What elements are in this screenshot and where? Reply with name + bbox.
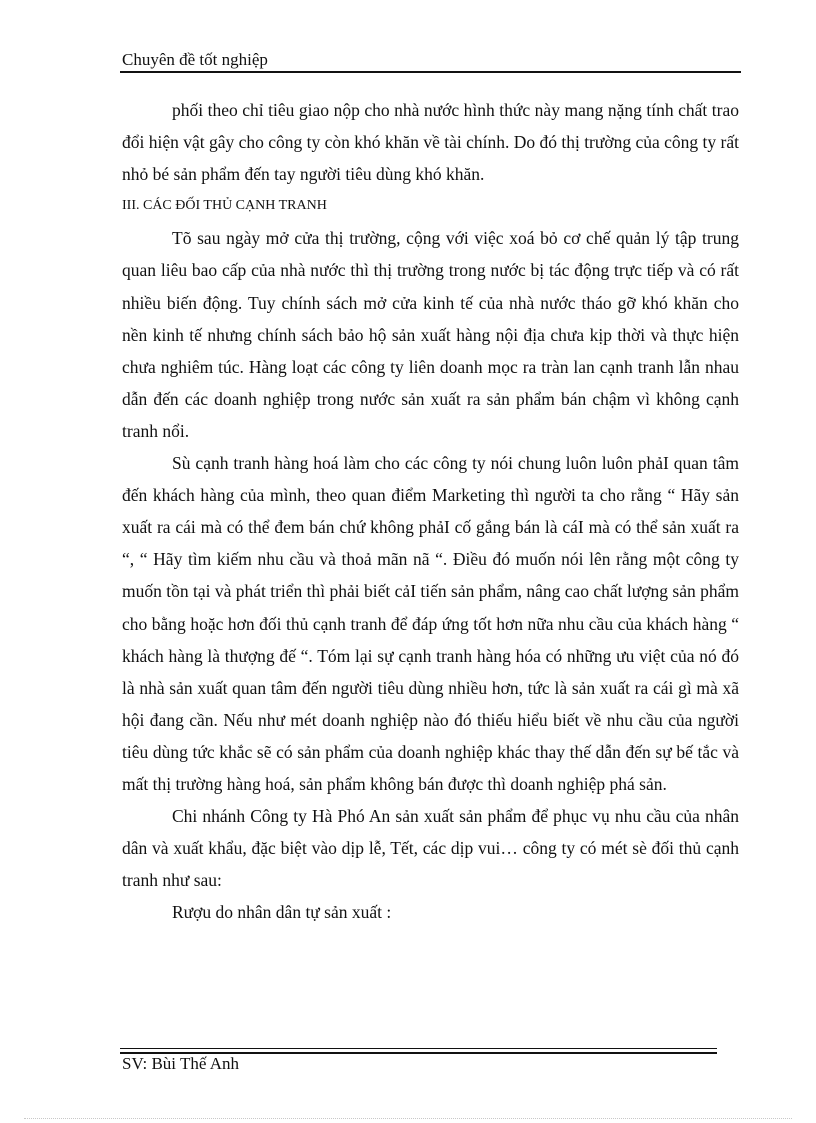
- paragraph-4: Chi nhánh Công ty Hà Phó An sản xuất sản phẩm để phục vụ nhu cầu của nhân dân và xuất khẩu, đặc biệt vào dịp lễ, Tết, các dịp vui… công ty có mét sè đối thủ cạnh tranh như sau:: [122, 806, 739, 891]
- paragraph-5: Rượu do nhân dân tự sản xuất :: [172, 902, 392, 923]
- page-bottom-dotted-edge: [24, 1118, 792, 1119]
- section-heading: III. CÁC ĐỐI THỦ CẠNH TRANH: [122, 198, 327, 214]
- paragraph-1: phối theo chỉ tiêu giao nộp cho nhà nước hình thức này mang nặng tính chất trao đổi hiện vật gây cho công ty còn khó khăn về tài chính. Do đó thị trường của công ty rất nhỏ bé sản phẩm đến tay người tiêu dùng khó khăn.: [122, 100, 739, 185]
- document-body: [122, 94, 739, 928]
- paragraph-3: Sù cạnh tranh hàng hoá làm cho các công ty nói chung luôn luôn phảI quan tâm đến khách hàng của mình, theo quan điểm Marketing thì người ta cho rằng “ Hãy sản xuất ra cái mà có thể đem bán chứ không phảI cố gắng bán là cáI mà có thể sản xuất ra “, “ Hãy tìm kiếm nhu cầu và thoả mãn nã “. Điều đó muốn nói lên rằng một công ty muốn tồn tại và phát triển thì phải biết cảI tiến sản phẩm, nâng cao chất lượng sản phẩm cho bằng hoặc hơn đối thủ cạnh tranh để đáp ứng tốt hơn nữa nhu cầu của khách hàng “ khách hàng là thượng đế “. Tóm lại sự cạnh tranh hàng hóa có những ưu việt của nó đó là nhà sản xuất quan tâm đến người tiêu dùng nhiều hơn, tức là sản xuất ra cái gì mà xã hội đang cần. Nếu như mét doanh nghiệp nào đó thiếu hiểu biết về nhu cầu của người tiêu dùng tức khắc sẽ có sản phẩm của doanh nghiệp khác thay thế dẫn đến sự bế tắc và mất thị trường hàng hoá, sản phẩm không bán được thì doanh nghiệp phá sản.: [122, 453, 739, 794]
- header-divider: [120, 71, 741, 73]
- page-header-title: Chuyên đề tốt nghiệp: [122, 50, 268, 69]
- paragraph-2: Tõ sau ngày mở cửa thị trường, cộng với việc xoá bỏ cơ chế quản lý tập trung quan liêu bao cấp của nhà nước thì thị trường trong nước bị tác động trực tiếp và có rất nhiều biến động. Tuy chính sách mở cửa kinh tế của nhà nước tháo gỡ khó khăn cho nền kinh tế nhưng chính sách bảo hộ sản xuất hàng nội địa chưa kịp thời và thực hiện chưa nghiêm túc. Hàng loạt các công ty liên doanh mọc ra tràn lan cạnh tranh lẫn nhau dẫn đến các doanh nghiệp trong nước sản xuất ra sản phẩm bán chậm vì không cạnh tranh nổi.: [122, 228, 739, 441]
- page-footer-author: SV: Bùi Thế Anh: [122, 1054, 239, 1073]
- footer-divider-thin: [120, 1048, 717, 1049]
